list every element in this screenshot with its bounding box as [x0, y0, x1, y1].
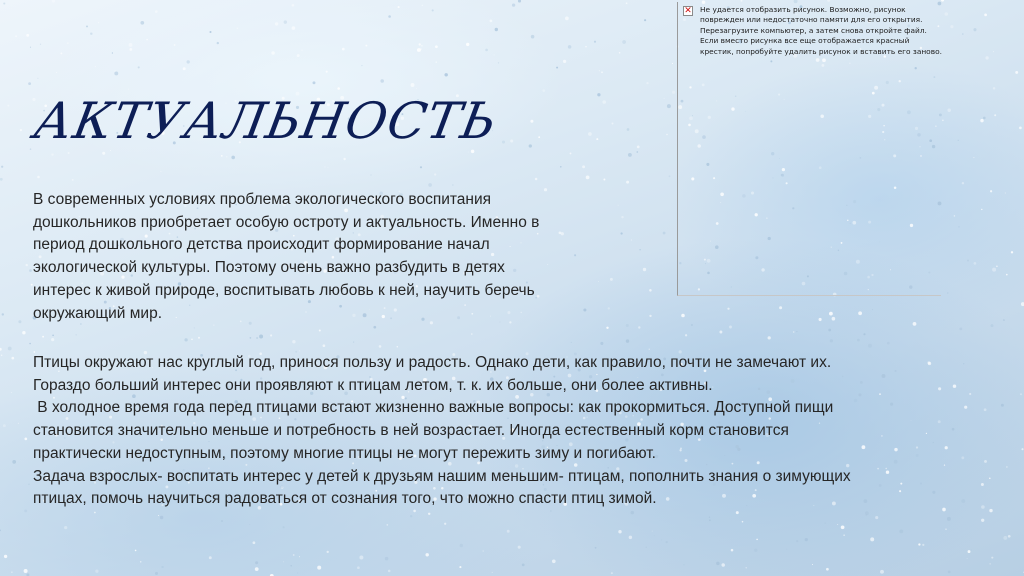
broken-image-message	[700, 5, 940, 57]
text-line: В холодное время года перед птицами встают жизненно важные вопросы: как прокормиться. Доступной пищи	[33, 399, 834, 417]
text-line: экологической культуры. Поэтому очень важно разбудить в детях	[33, 259, 505, 277]
broken-image-placeholder[interactable]	[677, 2, 941, 296]
text-line: интерес к живой природе, воспитывать любовь к ней, научить беречь	[33, 281, 535, 299]
text-line: Птицы окружают нас круглый год, принося пользу и радость. Однако дети, как правило, почти не замечают их.	[33, 354, 832, 371]
message-line: Перезагрузите компьютер, а затем снова откройте файл.	[700, 25, 927, 35]
text-line: период дошкольного детства происходит формирование начал	[33, 236, 490, 254]
red-x-icon: ✕	[684, 6, 692, 16]
paragraph-birds	[33, 352, 851, 511]
text-line: В современных условиях проблема экологического воспитания	[33, 191, 492, 208]
text-line: дошкольников приобретает особую остроту и актуальность. Именно в	[33, 213, 540, 231]
message-line: поврежден или недостаточно памяти для его открытия.	[700, 15, 923, 25]
text-line: окружающий мир.	[33, 304, 163, 322]
text-line: Гораздо больший интерес они проявляют к птицам летом, т. к. их больше, они более активны.	[33, 376, 713, 394]
text-line: птицах, помочь научиться радоваться от сознания того, что можно спасти птиц зимой.	[33, 490, 657, 508]
slide-title: АКТУАЛЬНОСТЬ	[30, 92, 502, 150]
text-line: практически недоступным, поэтому многие птицы не могут пережить зиму и погибают.	[33, 444, 656, 462]
text-line: становится значительно меньше и потребность в ней возрастает. Иногда естественный корм становится	[33, 422, 789, 440]
message-line: крестик, попробуйте удалить рисунок и вставить его заново.	[700, 46, 942, 56]
paragraph-ecology	[33, 189, 539, 325]
message-line: Если вместо рисунка все еще отображается красный	[700, 36, 910, 46]
text-line: Задача взрослых- воспитать интерес у детей к друзьям нашим меньшим- птицам, пополнить знания о зимующих	[33, 467, 851, 485]
message-line: Не удается отобразить рисунок. Возможно, рисунок	[700, 5, 906, 14]
